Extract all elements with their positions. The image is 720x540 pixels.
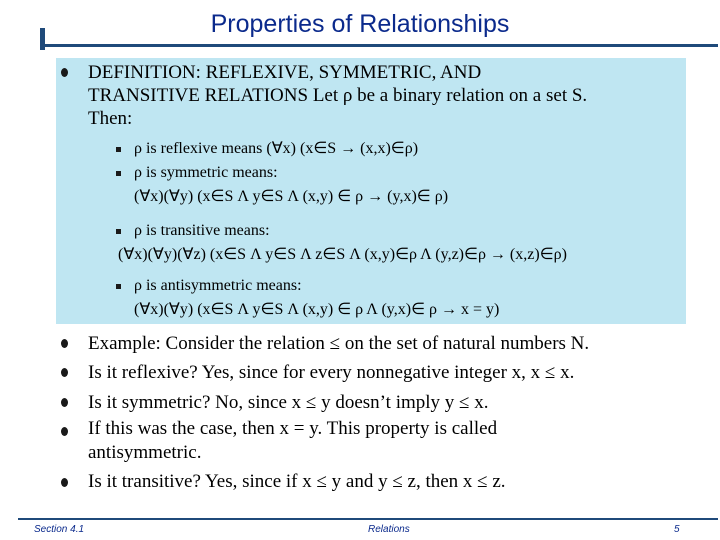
bullet-dot: [61, 398, 68, 407]
symmetric-formula: (∀x)(∀y) (x∈S Λ y∈S Λ (x,y) ∈ ρ → (y,x)∈ ρ): [134, 188, 449, 205]
footer-section: Section 4.1: [34, 524, 85, 535]
bullet-dot: [61, 368, 68, 377]
sub-bullet: [116, 147, 121, 152]
sub-bullet: [116, 284, 121, 289]
sub-bullet: [116, 229, 121, 234]
example-line-1: Example: Consider the relation ≤ on the set of natural numbers N.: [88, 333, 590, 354]
definition-line-1: DEFINITION: REFLEXIVE, SYMMETRIC, AND: [88, 62, 482, 83]
reflexive-definition: ρ is reflexive means (∀x) (x∈S → (x,x)∈ρ): [134, 140, 419, 157]
example-line-3: Is it symmetric? No, since x ≤ y doesn’t imply y ≤ x.: [88, 392, 489, 413]
bullet-dot: [61, 478, 68, 487]
symmetric-heading: ρ is symmetric means:: [134, 164, 278, 181]
page-number: 5: [674, 524, 680, 535]
transitive-formula: (∀x)(∀y)(∀z) (x∈S Λ y∈S Λ z∈S Λ (x,y)∈ρ Λ (y,z)∈ρ → (x,z)∈ρ): [118, 246, 567, 263]
transitive-heading: ρ is transitive means:: [134, 222, 270, 239]
example-line-6: Is it transitive? Yes, since if x ≤ y and y ≤ z, then x ≤ z.: [88, 471, 506, 492]
footer-rule: [18, 518, 718, 520]
antisymmetric-heading: ρ is antisymmetric means:: [134, 277, 302, 294]
example-line-2: Is it reflexive? Yes, since for every nonnegative integer x, x ≤ x.: [88, 362, 575, 383]
definition-line-2: TRANSITIVE RELATIONS Let ρ be a binary relation on a set S.: [88, 85, 588, 106]
title-underline: [40, 44, 718, 47]
bullet-dot: [61, 68, 68, 77]
sub-bullet: [116, 171, 121, 176]
bullet-dot: [61, 339, 68, 348]
slide-title: Properties of Relationships: [210, 10, 510, 38]
footer-topic: Relations: [368, 524, 410, 535]
definition-line-3: Then:: [88, 108, 133, 129]
antisymmetric-formula: (∀x)(∀y) (x∈S Λ y∈S Λ (x,y) ∈ ρ Λ (y,x)∈ ρ → x = y): [134, 301, 500, 318]
bullet-dot: [61, 427, 68, 436]
example-line-5: antisymmetric.: [88, 442, 202, 463]
example-line-4: If this was the case, then x = y. This property is called: [88, 418, 498, 439]
